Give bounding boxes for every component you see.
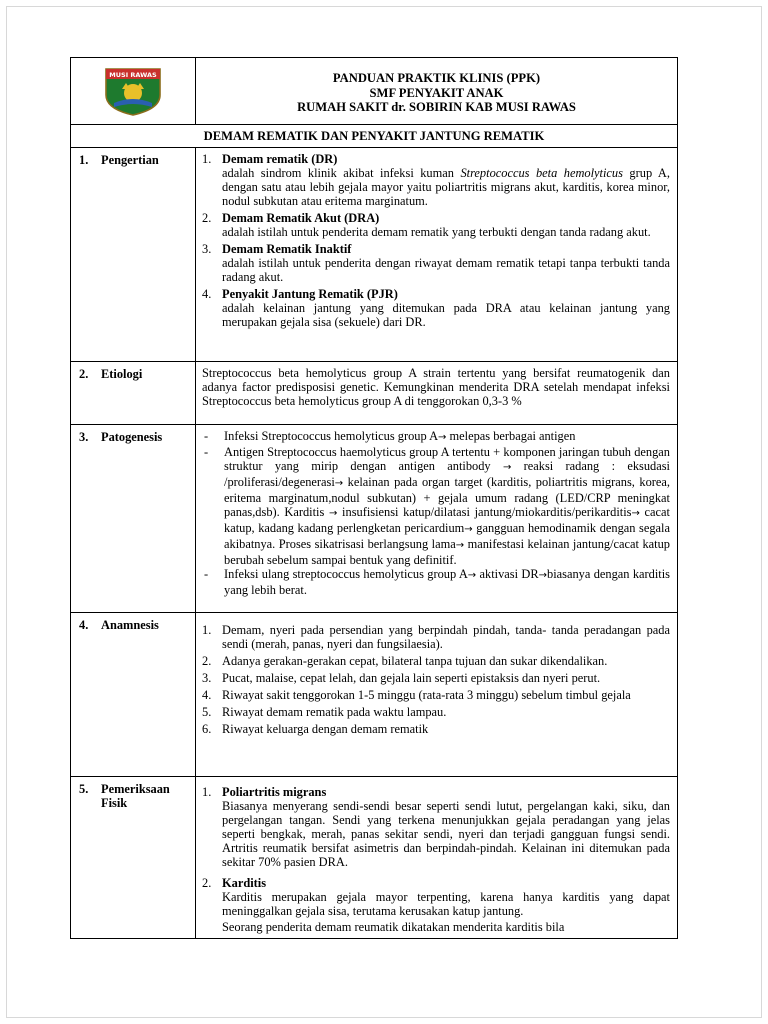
list-item: 3. Pucat, malaise, cepat lelah, dan gejala lain seperti epistaksis dan nyeri perut.: [202, 671, 601, 685]
list-item: - Infeksi ulang streptococcus hemolyticus group A→ aktivasi DR→biasanya dengan karditis yang lebih berat.: [204, 567, 670, 597]
list-item: 1. Demam rematik (DR) adalah sindrom klinik akibat infeksi kuman Streptococcus beta hemolyticus grup A, dengan satu atau lebih gejala mayor yaitu poliartritis migrans akut, karditis, korea minor, nodul subkutan atau eritema marginatum.: [202, 152, 670, 208]
section-label: Etiologi: [101, 367, 143, 381]
section-label: Pengertian: [101, 153, 159, 167]
list-item: 1. Demam, nyeri pada persendian yang berpindah pindah, tanda- tanda peradangan pada sendi (merah, panas, nyeri dan fungsilaesia).: [202, 623, 670, 651]
pemeriksaan-fisik-content: [196, 777, 678, 939]
section-label: Pemeriksaan: [101, 782, 170, 796]
arrow-right-icon: →: [334, 478, 344, 489]
list-item: 6. Riwayat keluarga dengan demam rematik: [202, 722, 429, 736]
logo-cell: [71, 58, 196, 125]
list-item: 2. Adanya gerakan-gerakan cepat, bilateral tanpa tujuan dan sukar dikendalikan.: [202, 654, 608, 668]
section-anamnesis: [71, 613, 678, 777]
arrow-right-icon: →: [467, 570, 477, 581]
logo-text: MUSI RAWAS: [109, 71, 157, 79]
arrow-right-icon: →: [455, 540, 465, 551]
section-number: 4.: [79, 618, 89, 632]
list-item: 4. Riwayat sakit tenggorokan 1-5 minggu (rata-rata 3 minggu) sebelum timbul gejala: [202, 688, 631, 702]
section-etiologi: [71, 362, 678, 425]
arrow-right-icon: →: [631, 508, 640, 519]
etiologi-content: Streptococcus beta hemolyticus group A strain tertentu yang bersifat reumatogenik dan adanya factor predisposisi genetic. Kemungkinan menderita DRA setelah mendapat infeksi Streptococcus beta hemolyticus group A di tenggorokan 0,3-3 %: [196, 362, 678, 425]
section-label: Anamnesis: [101, 618, 159, 632]
list-item: 2. Demam Rematik Akut (DRA) adalah istilah untuk penderita demam rematik yang terbukti dengan tanda radang akut.: [202, 211, 670, 239]
document-title: DEMAM REMATIK DAN PENYAKIT JANTUNG REMATIK: [71, 125, 678, 148]
section-label: Patogenesis: [101, 430, 163, 444]
ppk-document-table: [70, 57, 678, 939]
patogenesis-content: [196, 425, 678, 613]
arrow-right-icon: →: [538, 570, 548, 581]
arrow-right-icon: →: [464, 524, 473, 535]
item-title: Demam rematik (DR): [222, 152, 338, 166]
section-label-line-2: Fisik: [101, 796, 128, 810]
header-line-3: RUMAH SAKIT dr. SOBIRIN KAB MUSI RAWAS: [297, 100, 576, 114]
arrow-right-icon: →: [438, 432, 447, 443]
header-line-1: PANDUAN PRAKTIK KLINIS (PPK): [332, 71, 541, 85]
list-item: 4. Penyakit Jantung Rematik (PJR) adalah kelainan jantung yang ditemukan pada DRA atau kelainan jantung yang merupakan gejala sisa (sekuele) dari DR.: [202, 287, 670, 329]
arrow-right-icon: →: [329, 508, 338, 519]
list-item: 2. Karditis Karditis merupakan gejala mayor terpenting, karena hanya karditis yang dapat meninggalkan gejala sisa, terutama kerusakan katup jantung. Seorang penderita demam reumatik dikatakan menderita karditis bila: [202, 876, 670, 934]
section-patogenesis: [71, 425, 678, 613]
list-item: - Antigen Streptococcus haemolyticus group A tertentu + komponen jaringan tubuh dengan struktur yang mirip dengan antigen antibody → reaksi radang : eksudasi /proliferasi/degenerasi→ kelainan pada organ target (karditis, poliartritis migrans, korea, eritema marginatum,nodul subkutan) + gejala umum radang (LED/CRP meningkat panas,dsb). Karditis → insufisiensi katup/dilatasi jantung/miokarditis/perikarditis→ cacat katup, kadang kadang perlengketan pericardium→ gangguan hemodinamik dengan segala akibatnya. Proses sikatrisasi berlangsung lama→ manifestasi kelainan jantung/cacat katup berubah sebelum sampai bentuk yang definitif.: [204, 445, 670, 567]
header-line-2: SMF PENYAKIT ANAK: [369, 85, 504, 100]
item-title: Penyakit Jantung Rematik (PJR): [222, 287, 398, 301]
section-number: 1.: [79, 153, 89, 167]
header-row: [71, 58, 678, 125]
item-title: Karditis: [222, 876, 267, 890]
section-pengertian: [71, 148, 678, 362]
list-item: 3. Demam Rematik Inaktif adalah istilah untuk penderita dengan riwayat demam rematik tetapi tanpa terbukti tanda radang akut.: [202, 242, 670, 284]
list-item: - Infeksi Streptococcus hemolyticus group A→ melepas berbagai antigen: [204, 429, 576, 443]
list-item: 5. Riwayat demam rematik pada waktu lampau.: [202, 705, 447, 719]
item-title: Demam Rematik Akut (DRA): [222, 211, 380, 225]
arrow-right-icon: →: [502, 462, 512, 473]
list-item: 1. Poliartritis migrans Biasanya menyerang sendi-sendi besar seperti sendi lutut, pergelangan kaki, siku, dan pergelangan tangan. Sendi yang terkena menunjukkan gejala peradangan yang jelas seperti bengkak, merah, panas sekitar sendi, nyeri dan terjadi gangguan fungsi sendi. Artritis reumatik bersifat asimetris dan berpindah-pindah. Kelainan ini ditemukan pada sekitar 70% pasien DRA.: [202, 785, 670, 869]
pengertian-content: [196, 148, 678, 362]
section-number: 3.: [79, 430, 89, 444]
item-title: Demam Rematik Inaktif: [222, 242, 352, 256]
section-pemeriksaan-fisik: [71, 777, 678, 939]
musi-rawas-emblem: [71, 65, 195, 117]
title-row: [71, 125, 678, 148]
section-number: 2.: [79, 367, 89, 381]
anamnesis-content: [196, 613, 678, 777]
header-cell: [196, 58, 678, 125]
section-number: 5.: [79, 782, 89, 796]
item-title: Poliartritis migrans: [222, 785, 327, 799]
